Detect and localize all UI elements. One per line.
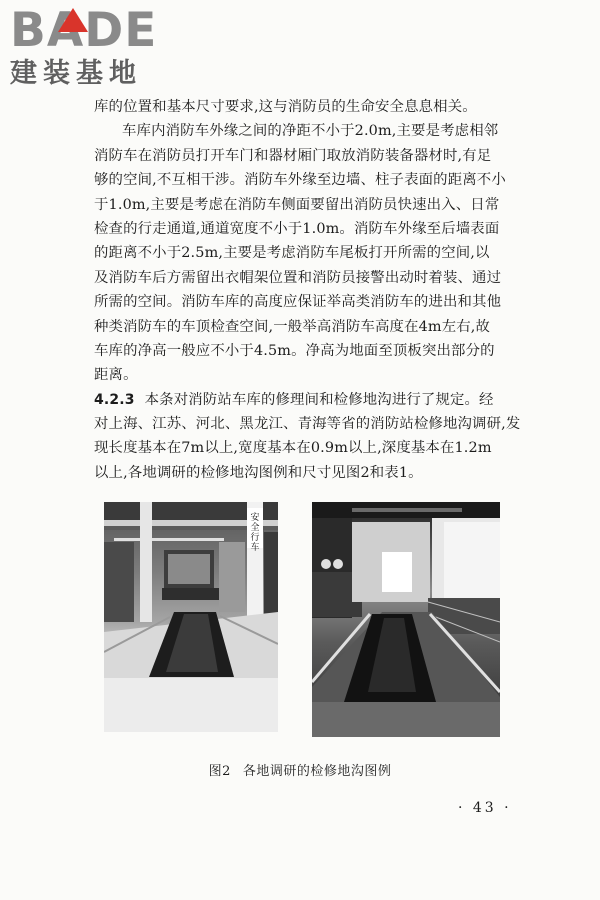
figure-number: 图2: [208, 764, 231, 779]
figure-caption-text: 各地调研的检修地沟图例: [242, 764, 392, 779]
section-first-line: [94, 388, 524, 412]
text-line: 及消防车后方需留出衣帽架位置和消防员接警出动时着装、通过: [94, 269, 502, 286]
logo: [10, 3, 180, 90]
text-line: 消防车在消防员打开车门和器材厢门取放消防装备器材时,有足: [94, 147, 492, 164]
logo-subtitle: 建装基地: [10, 58, 142, 89]
text-line: 本条对消防站车库的修理间和检修地沟进行了规定。经: [144, 391, 494, 408]
text-line: 够的空间,不互相干涉。消防车外缘至边墙、柱子表面的距离不小: [94, 172, 506, 189]
text-line: 的距离不小于2.5m,主要是考虑消防车尾板打开所需的空间,以: [94, 245, 490, 262]
photo-sign-char-2: 全: [250, 523, 260, 533]
body-text: [94, 95, 524, 485]
photo-sign-char-3: 行: [250, 533, 260, 543]
photo-inspection-pit-left: [104, 502, 278, 732]
section-number: 4.2.3: [94, 391, 135, 408]
text-line: 库的位置和基本尺寸要求,这与消防员的生命安全息息相关。: [94, 99, 477, 115]
logo-wordmark: BADE: [10, 3, 158, 58]
text-line: 对上海、江苏、河北、黑龙江、青海等省的消防站检修地沟调研,发: [94, 416, 521, 433]
text-line: 种类消防车的车顶检查空间,一般举高消防车高度在4m左右,故: [94, 318, 491, 335]
photo-left-drawing: [104, 502, 278, 732]
text-line: 检查的行走通道,通道宽度不小于1.0m。消防车外缘至后墙表面: [94, 220, 500, 237]
text-line: 距离。: [94, 367, 138, 384]
text-line: 以上,各地调研的检修地沟图例和尺寸见图2和表1。: [94, 464, 423, 481]
text-line: 车库内消防车外缘之间的净距不小于2.0m,主要是考虑相邻: [122, 123, 499, 140]
photo-sign-char-1: 安: [250, 513, 260, 523]
figure-caption: [0, 760, 600, 779]
photo-right-drawing: [312, 502, 500, 737]
logo-accent-triangle: [58, 8, 88, 32]
photo-inspection-pit-right: [312, 502, 500, 737]
text-line: 于1.0m,主要是考虑在消防车侧面要留出消防员快速出入、日常: [94, 196, 500, 213]
text-line: 现长度基本在7m以上,宽度基本在0.9m以上,深度基本在1.2m: [94, 440, 492, 457]
text-line: 所需的空间。消防车库的高度应保证举高类消防车的进出和其他: [94, 294, 502, 311]
text-line: 车库的净高一般应不小于4.5m。净高为地面至顶板突出部分的: [94, 342, 495, 359]
photo-sign-char-4: 车: [250, 543, 260, 553]
page-number: · 43 ·: [458, 800, 512, 816]
